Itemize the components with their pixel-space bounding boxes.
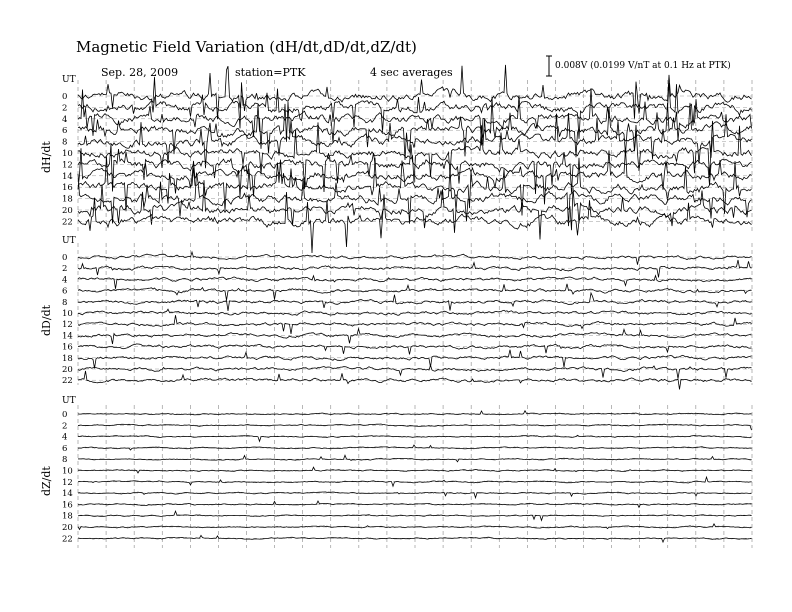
ut-label: UT	[62, 396, 76, 406]
hour-label: 14	[62, 489, 73, 500]
hour-label: 10	[62, 149, 73, 159]
hour-label: 16	[62, 500, 73, 511]
hour-label: 18	[62, 353, 73, 364]
hour-label: 0	[62, 92, 68, 102]
hour-label: 2	[62, 264, 68, 275]
hour-label: 6	[62, 126, 68, 137]
hour-label: 22	[62, 376, 73, 387]
hour-label: 4	[62, 275, 68, 286]
chart-title: Magnetic Field Variation (dH/dt,dD/dt,dZ/dt)	[76, 38, 417, 56]
hour-label: 18	[62, 511, 73, 522]
hour-label: 2	[62, 103, 68, 114]
hour-label: 4	[62, 114, 68, 125]
hour-label: 6	[62, 443, 68, 454]
dh-axis-label: dH/dt	[40, 141, 53, 173]
ut-label: UT	[62, 75, 76, 85]
hour-label: 20	[62, 365, 73, 375]
hour-label: 4	[62, 432, 68, 443]
hour-label: 16	[62, 183, 73, 194]
hour-label: 22	[62, 217, 73, 228]
dd-axis-label: dD/dt	[40, 304, 53, 336]
ut-label: UT	[62, 236, 76, 246]
station-label: station=PTK	[235, 66, 306, 79]
hour-label: 10	[62, 309, 73, 319]
hour-label: 0	[62, 410, 68, 420]
hour-label: 8	[62, 137, 68, 148]
hour-label: 6	[62, 286, 68, 297]
trace-line	[78, 315, 752, 334]
hour-label: 20	[62, 523, 73, 533]
hour-label: 16	[62, 342, 73, 353]
hour-label: 12	[62, 160, 73, 171]
hour-label: 22	[62, 534, 73, 545]
averaging-label: 4 sec averages	[370, 66, 453, 79]
hour-label: 2	[62, 421, 68, 432]
date-label: Sep. 28, 2009	[101, 66, 179, 79]
hour-label: 8	[62, 297, 68, 308]
hour-label: 20	[62, 206, 73, 216]
hour-label: 12	[62, 320, 73, 331]
hour-label: 12	[62, 477, 73, 488]
hour-label: 14	[62, 331, 73, 342]
dz-axis-label: dZ/dt	[40, 466, 53, 496]
hour-label: 14	[62, 171, 73, 182]
hour-label: 0	[62, 253, 68, 263]
hour-label: 18	[62, 194, 73, 205]
hour-label: 8	[62, 455, 68, 466]
scale-bar-label: 0.008V (0.0199 V/nT at 0.1 Hz at PTK)	[555, 61, 731, 71]
hour-label: 10	[62, 466, 73, 477]
